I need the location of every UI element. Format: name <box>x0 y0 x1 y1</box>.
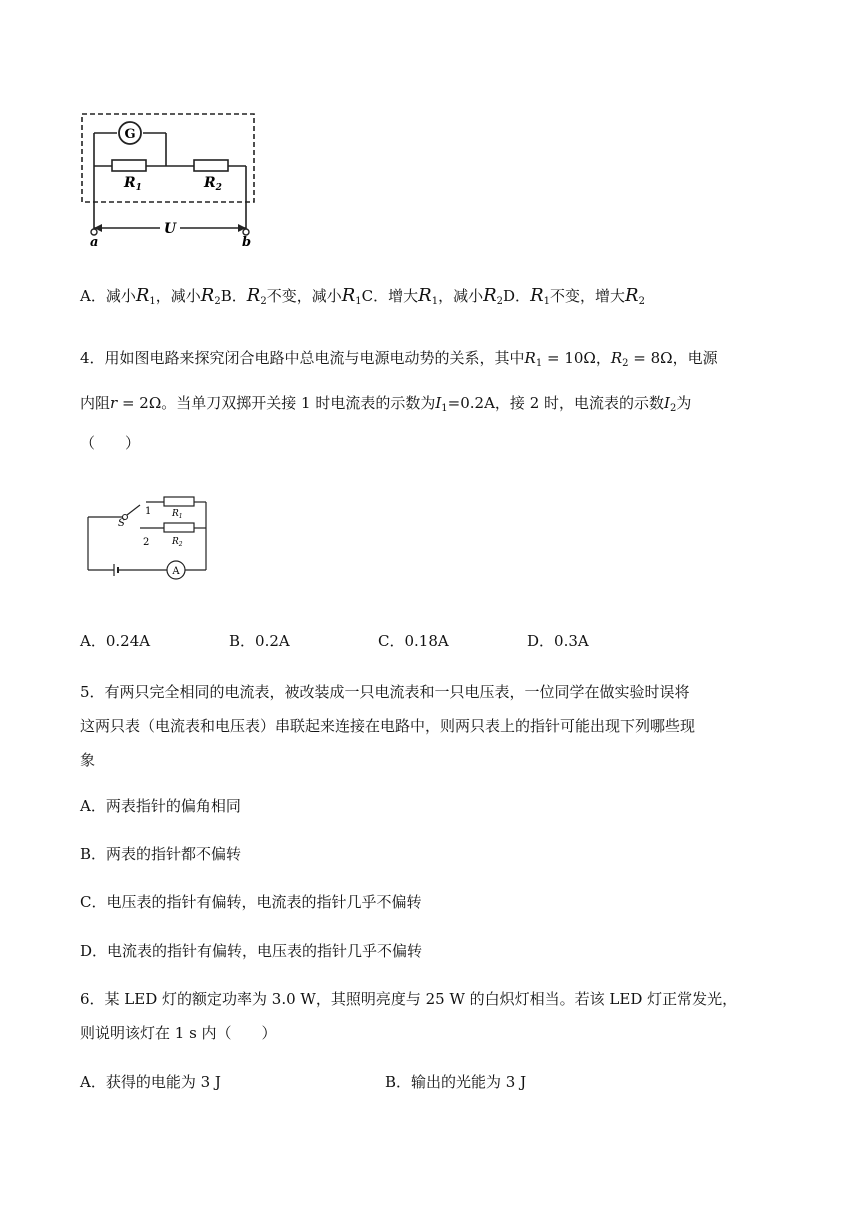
r2-label: $R_2$ <box>172 537 183 548</box>
q4-option-a[interactable]: A．0.24A <box>80 632 151 650</box>
galvanometer-label: G <box>124 127 136 142</box>
terminal-b-label: b <box>242 235 252 248</box>
circuit-figure-2 <box>80 490 220 580</box>
r1-label: $R_1$ <box>124 175 142 193</box>
q6-line-2: 则说明该灯在 1 s 内（ ） <box>80 1024 277 1042</box>
switch-label: S <box>118 518 125 529</box>
q5-option-d[interactable]: D．电流表的指针有偏转，电压表的指针几乎不偏转 <box>80 942 423 960</box>
q5-option-a[interactable]: A．两表指针的偏角相同 <box>80 797 241 815</box>
q4-line-3: （ ） <box>80 434 141 452</box>
u-label: U <box>163 221 177 237</box>
q6-option-b[interactable]: B．输出的光能为 3 J <box>385 1073 527 1091</box>
q5-line-3: 象 <box>80 751 96 769</box>
q5-line-2: 这两只表（电流表和电压表）串联起来连接在电路中，则两只表上的指针可能出现下列哪些现 <box>80 717 696 735</box>
q6-option-a[interactable]: A．获得的电能为 3 J <box>80 1073 221 1091</box>
q4-line-1: 4．用如图电路来探究闭合电路中总电流与电源电动势的关系，其中$R_1 = 10\Omega$，$R_2 = 8\Omega$，电源 <box>80 349 718 369</box>
q5-option-b[interactable]: B．两表的指针都不偏转 <box>80 845 242 863</box>
terminal-a-label: a <box>90 235 99 248</box>
circuit-figure-1 <box>70 108 270 248</box>
q3-options-line: A．减小$R_1$，减小$R_2B$．$R_2$不变，减小$R_1C$．增大$R_1$，减小$R_2D$．$R_1$不变，增大$R_2$ <box>80 285 645 307</box>
q4-option-b[interactable]: B．0.2A <box>229 632 290 650</box>
r1-label: $R_1$ <box>172 509 183 520</box>
r2-label: $R_2$ <box>204 175 222 193</box>
q4-option-d[interactable]: D．0.3A <box>527 632 589 650</box>
q4-line-2: 内阻r = 2Ω。当单刀双掷开关接 1 时电流表的示数为$I_1=0.2A$，接 2 时，电流表的示数$I_2$为 <box>80 394 692 414</box>
q5-line-1: 5．有两只完全相同的电流表，被改装成一只电流表和一只电压表，一位同学在做实验时误将 <box>80 683 690 701</box>
q5-option-c[interactable]: C．电压表的指针有偏转，电流表的指针几乎不偏转 <box>80 893 422 911</box>
ammeter-label: A <box>172 566 180 577</box>
contact-2-label: 2 <box>143 537 150 548</box>
contact-1-label: 1 <box>145 506 152 517</box>
q4-option-c[interactable]: C．0.18A <box>378 632 449 650</box>
q6-line-1: 6．某 LED 灯的额定功率为 3.0 W，其照明亮度与 25 W 的白炽灯相当。若该 LED 灯正常发光， <box>80 990 738 1008</box>
